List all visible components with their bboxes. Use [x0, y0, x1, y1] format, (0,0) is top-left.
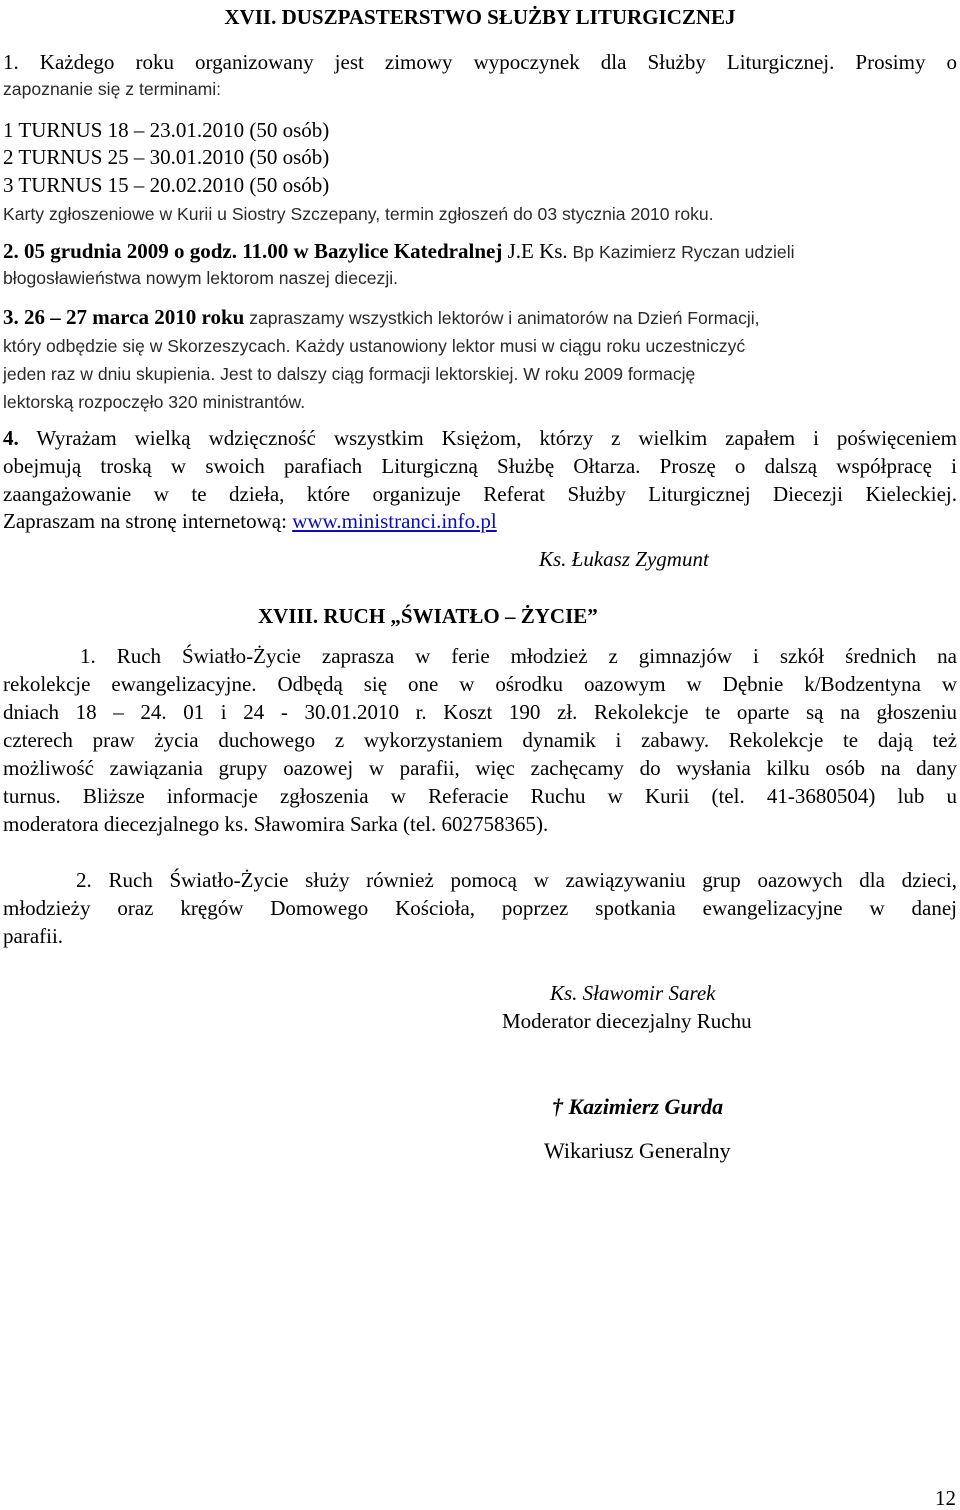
s17-p1-line1: 1. Każdego roku organizowany jest zimowy wypoczynek dla Służby Liturgicznej. Prosimy o	[3, 50, 957, 74]
s18-signature-name: Ks. Sławomir Sarek	[550, 981, 716, 1005]
s18-p2-line2: młodzieży oraz kręgów Domowego Kościoła, poprzez spotkania ewangelizacyjne w danej	[3, 896, 957, 920]
s17-p1-line2: zapoznanie się z terminami:	[3, 79, 222, 99]
s17-p3-line1	[3, 304, 957, 332]
ministranci-website-link[interactable]: www.ministranci.info.pl	[292, 509, 497, 533]
s17-p3-line3: jeden raz w dniu skupienia. Jest to dalszy ciąg formacji lektorskiej. W roku 2009 formację	[3, 364, 696, 384]
s18-signature-role: Moderator diecezjalny Ruchu	[502, 1009, 752, 1033]
s17-p2-sans: Bp Kazimierz Ryczan udzieli	[567, 242, 795, 262]
website-invite-text: Zapraszam na stronę internetową:	[3, 509, 293, 533]
s17-p4-rest: Wyrażam wielką wdzięczność wszystkim Księżom, którzy z wielkim zapałem i poświęceniem	[18, 426, 957, 450]
turnus-2: 2 TURNUS 25 – 30.01.2010 (50 osób)	[3, 145, 330, 169]
s17-p4-line4	[3, 508, 957, 535]
s17-p4-line1	[3, 425, 957, 452]
s17-p2-line1	[3, 238, 957, 266]
s17-signature: Ks. Łukasz Zygmunt	[539, 547, 709, 571]
s18-p1-line7: moderatora diecezjalnego ks. Sławomira Sarka (tel. 602758365).	[3, 812, 549, 836]
page-number: 12	[935, 1486, 956, 1510]
s17-p3-rest: zapraszamy wszystkich lektorów i animatorów na Dzień Formacji,	[244, 308, 760, 328]
turnus-1: 1 TURNUS 18 – 23.01.2010 (50 osób)	[3, 118, 330, 142]
turnus-3: 3 TURNUS 15 – 20.02.2010 (50 osób)	[3, 173, 330, 197]
section-17-title: XVII. DUSZPASTERSTWO SŁUŻBY LITURGICZNEJ	[224, 5, 736, 29]
s17-p4-bold: 4.	[3, 426, 19, 450]
closing-signature-name: † Kazimierz Gurda	[552, 1094, 724, 1119]
s18-p1-line4: czterech praw życia duchowego z wykorzystaniem dynamik i zabawy. Rekolekcje te dają też	[3, 728, 957, 752]
s17-p2-line2: błogosławieństwa nowym lektorom naszej diecezji.	[3, 268, 399, 288]
s18-p1-line5: możliwość zawiązania grupy oazowej w parafii, więc zachęcamy do wysłania kilku osób na dany	[3, 756, 957, 780]
closing-signature-role: Wikariusz Generalny	[544, 1138, 731, 1163]
section-18-title: XVIII. RUCH „ŚWIATŁO – ŻYCIE”	[258, 604, 598, 628]
s18-p1-line1: 1. Ruch Światło-Życie zaprasza w ferie młodzież z gimnazjów i szkół średnich na	[80, 644, 957, 668]
s17-p4-line2: obejmują troską w swoich parafiach Liturgiczną Służbę Ołtarza. Proszę o dalszą współpracę i	[3, 454, 957, 478]
s18-p1-line2: rekolekcje ewangelizacyjne. Odbędą się one w ośrodku oazowym w Dębnie k/Bodzentyna w	[3, 672, 957, 696]
registration-cards-note: Karty zgłoszeniowe w Kurii u Siostry Szczepany, termin zgłoszeń do 03 stycznia 2010 roku.	[3, 204, 714, 224]
s17-p3-bold: 3. 26 – 27 marca 2010 roku	[3, 305, 245, 329]
s17-p3-line2: który odbędzie się w Skorzeszycach. Każdy ustanowiony lektor musi w ciągu roku uczestniczyć	[3, 336, 746, 356]
s17-p2-mid: J.E Ks.	[502, 239, 568, 263]
s18-p2-line3: parafii.	[3, 924, 64, 948]
s18-p1-line3: dniach 18 – 24. 01 i 24 - 30.01.2010 r. Koszt 190 zł. Rekolekcje te oparte są na głoszeniu	[3, 700, 957, 724]
s17-p2-bold: 2. 05 grudnia 2009 o godz. 11.00 w Bazylice Katedralnej	[3, 239, 503, 263]
s17-p3-line4: lektorską rozpoczęło 320 ministrantów.	[3, 392, 306, 412]
s18-p2-line1: 2. Ruch Światło-Życie służy również pomocą w zawiązywaniu grup oazowych dla dzieci,	[76, 868, 957, 892]
s17-p4-line3: zaangażowanie w te dzieła, które organizuje Referat Służby Liturgicznej Diecezji Kieleckiej.	[3, 482, 957, 506]
s18-p1-line6: turnus. Bliższe informacje zgłoszenia w Referacie Ruchu w Kurii (tel. 41-3680504) lub u	[3, 784, 957, 808]
